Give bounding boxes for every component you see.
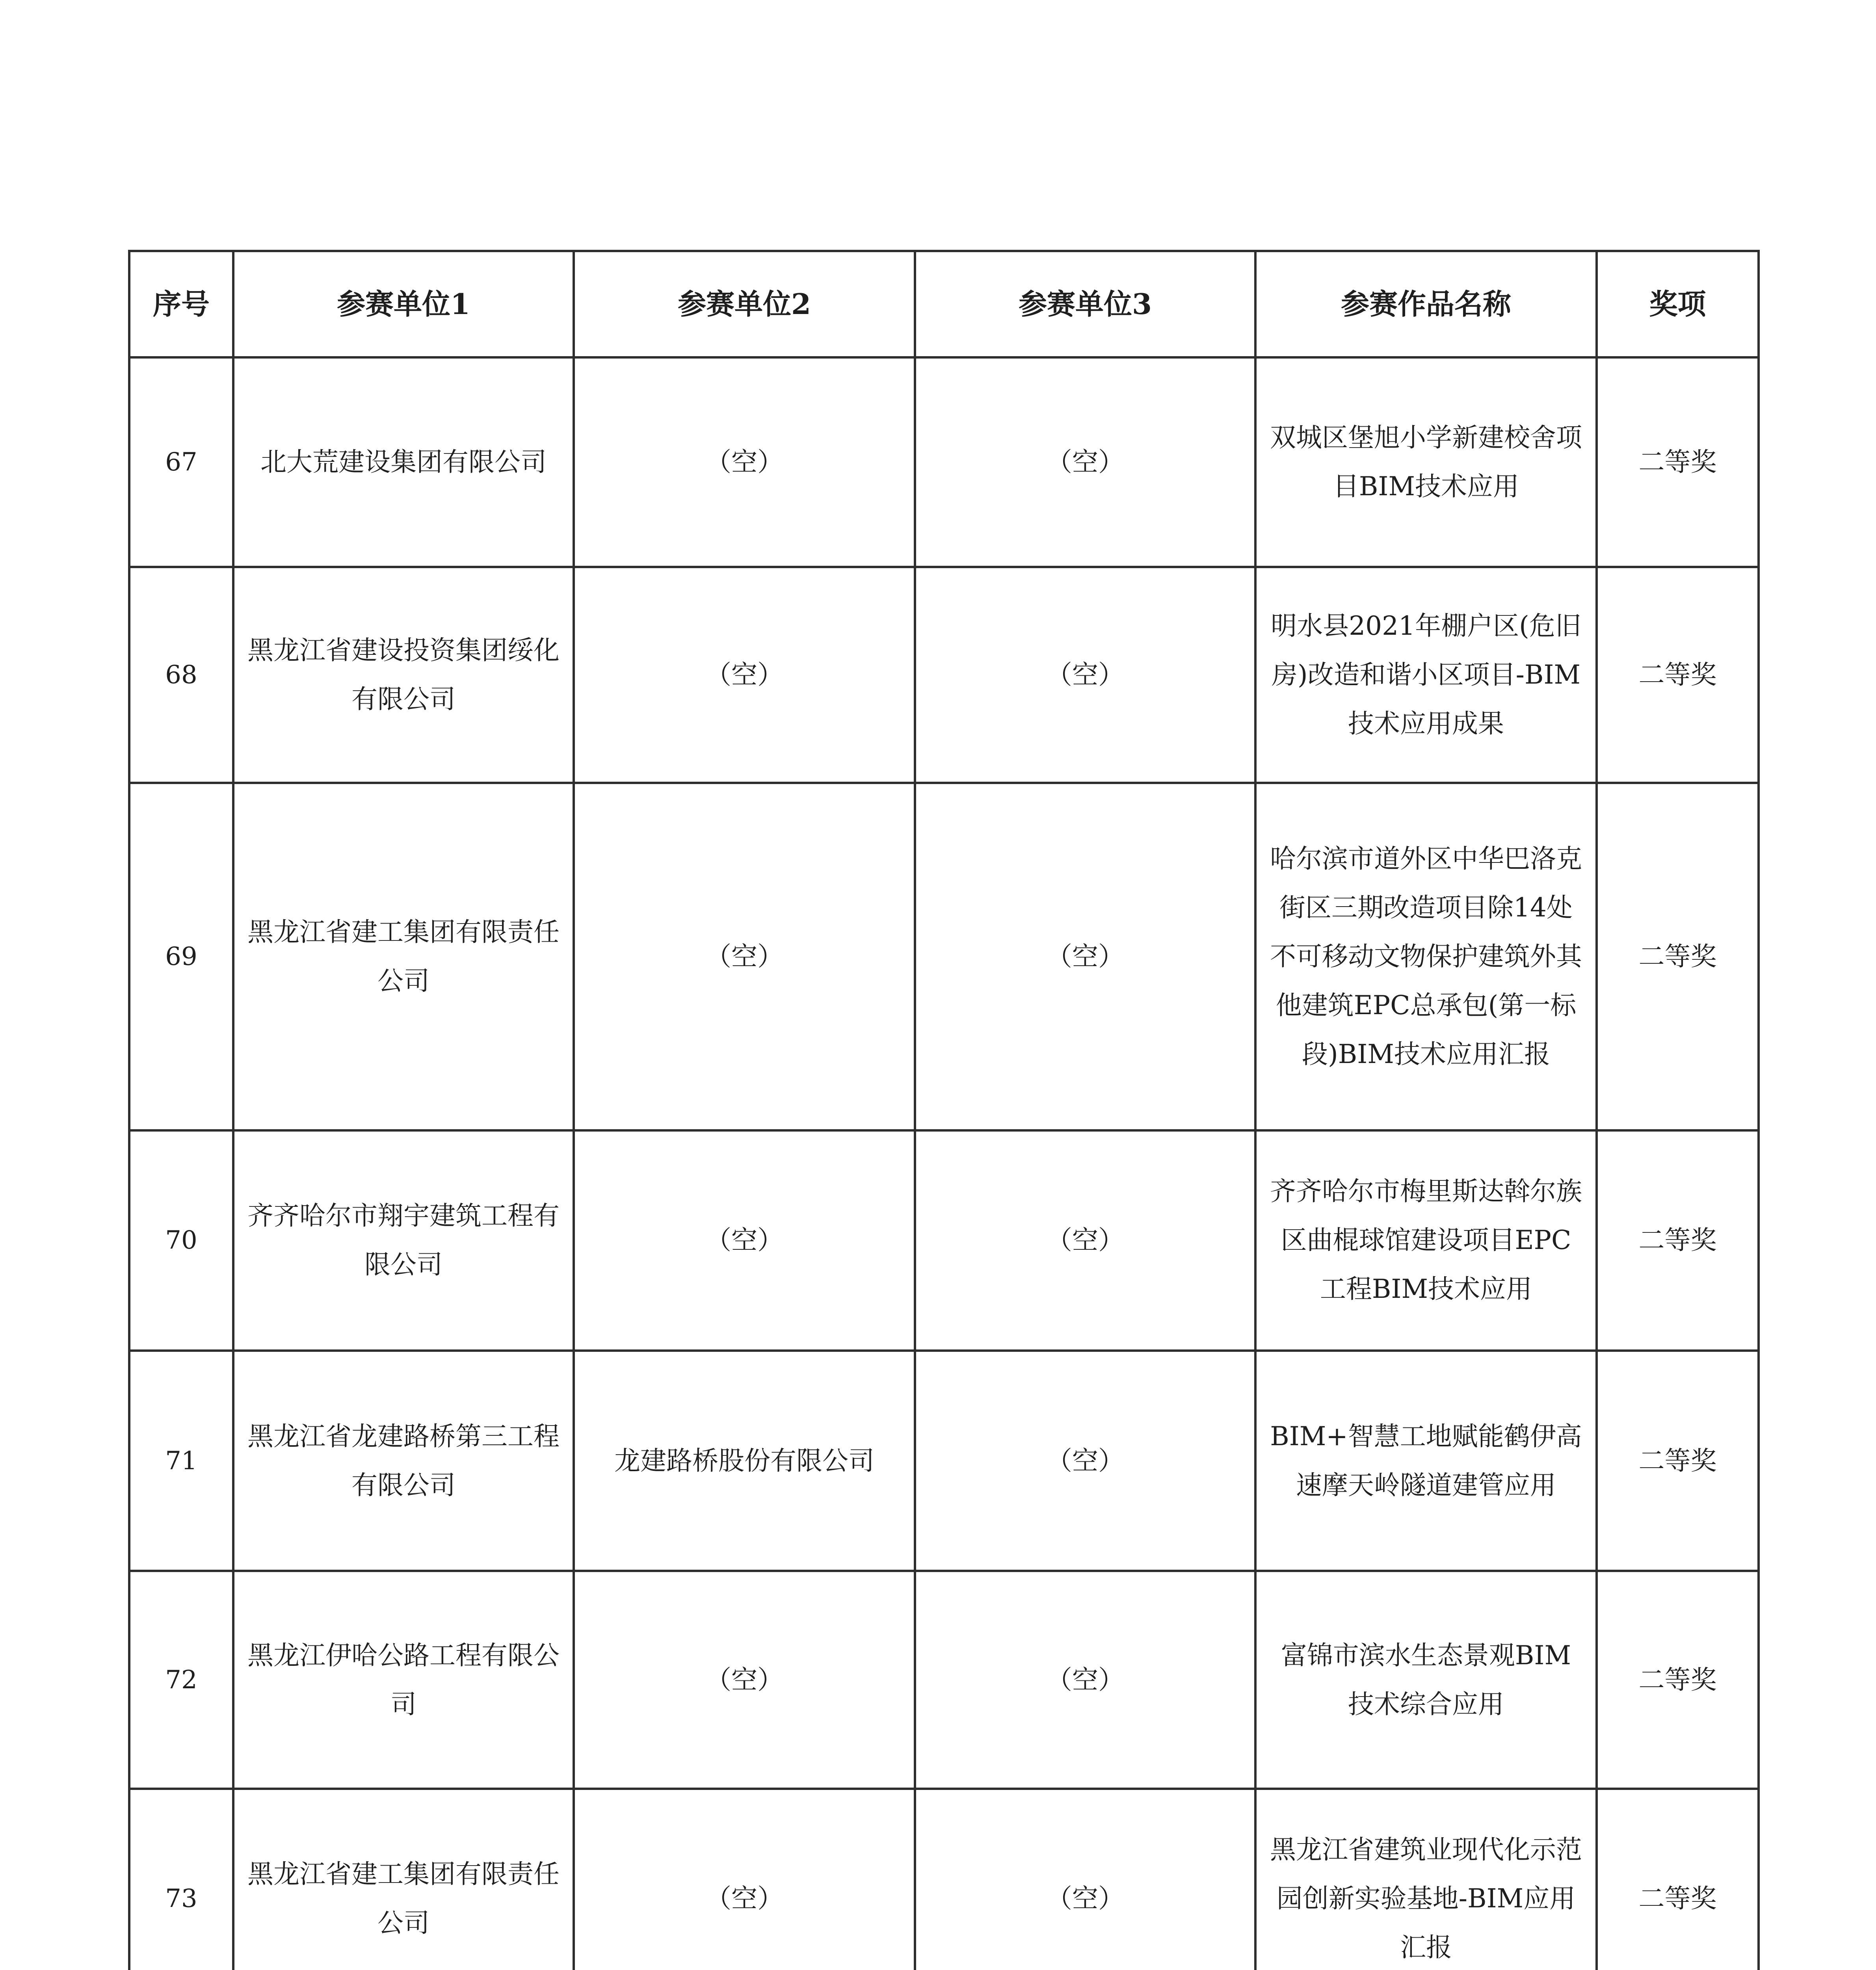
cell-unit1: 黑龙江省建工集团有限责任公司: [233, 1789, 574, 1970]
cell-work: 明水县2021年棚户区(危旧房)改造和谐小区项目-BIM技术应用成果: [1255, 567, 1597, 783]
cell-unit1: 齐齐哈尔市翔宇建筑工程有限公司: [233, 1130, 574, 1351]
header-unit3: 参赛单位3: [915, 251, 1255, 357]
cell-unit1: 黑龙江省建设投资集团绥化有限公司: [233, 567, 574, 783]
cell-award: 二等奖: [1597, 1130, 1759, 1351]
header-row: [129, 251, 1759, 357]
cell-unit2: （空）: [574, 1789, 915, 1970]
cell-seq: 72: [129, 1571, 233, 1788]
cell-award: 二等奖: [1597, 1789, 1759, 1970]
table-row: [129, 1130, 1759, 1351]
cell-unit2: （空）: [574, 1571, 915, 1788]
header-seq: 序号: [129, 251, 233, 357]
header-work: 参赛作品名称: [1255, 251, 1597, 357]
table-row: [129, 567, 1759, 783]
award-table: [128, 250, 1760, 1970]
cell-seq: 69: [129, 783, 233, 1130]
table-row: [129, 357, 1759, 567]
cell-seq: 67: [129, 357, 233, 567]
cell-unit2: （空）: [574, 1130, 915, 1351]
cell-work: 黑龙江省建筑业现代化示范园创新实验基地-BIM应用汇报: [1255, 1789, 1597, 1970]
table-row: [129, 1789, 1759, 1970]
cell-work: 哈尔滨市道外区中华巴洛克街区三期改造项目除14处不可移动文物保护建筑外其他建筑EPC总承包(第一标段)BIM技术应用汇报: [1255, 783, 1597, 1130]
cell-unit3: （空）: [915, 357, 1255, 567]
table-row: [129, 1351, 1759, 1571]
cell-unit1: 北大荒建设集团有限公司: [233, 357, 574, 567]
cell-award: 二等奖: [1597, 567, 1759, 783]
cell-work: 双城区堡旭小学新建校舍项目BIM技术应用: [1255, 357, 1597, 567]
cell-work: 齐齐哈尔市梅里斯达斡尔族区曲棍球馆建设项目EPC工程BIM技术应用: [1255, 1130, 1597, 1351]
cell-seq: 70: [129, 1130, 233, 1351]
cell-unit3: （空）: [915, 1789, 1255, 1970]
header-unit1: 参赛单位1: [233, 251, 574, 357]
cell-work: 富锦市滨水生态景观BIM技术综合应用: [1255, 1571, 1597, 1788]
cell-award: 二等奖: [1597, 357, 1759, 567]
cell-unit3: （空）: [915, 783, 1255, 1130]
cell-seq: 71: [129, 1351, 233, 1571]
table-row: [129, 783, 1759, 1130]
cell-award: 二等奖: [1597, 783, 1759, 1130]
cell-unit2: （空）: [574, 567, 915, 783]
cell-seq: 73: [129, 1789, 233, 1970]
cell-unit2: 龙建路桥股份有限公司: [574, 1351, 915, 1571]
header-unit2: 参赛单位2: [574, 251, 915, 357]
cell-unit3: （空）: [915, 1571, 1255, 1788]
cell-unit3: （空）: [915, 1351, 1255, 1571]
cell-unit3: （空）: [915, 1130, 1255, 1351]
header-award: 奖项: [1597, 251, 1759, 357]
cell-unit3: （空）: [915, 567, 1255, 783]
cell-award: 二等奖: [1597, 1351, 1759, 1571]
cell-unit2: （空）: [574, 357, 915, 567]
cell-work: BIM+智慧工地赋能鹤伊高速摩天岭隧道建管应用: [1255, 1351, 1597, 1571]
cell-unit1: 黑龙江省建工集团有限责任公司: [233, 783, 574, 1130]
cell-award: 二等奖: [1597, 1571, 1759, 1788]
cell-seq: 68: [129, 567, 233, 783]
table-row: [129, 1571, 1759, 1788]
cell-unit1: 黑龙江省龙建路桥第三工程有限公司: [233, 1351, 574, 1571]
cell-unit2: （空）: [574, 783, 915, 1130]
cell-unit1: 黑龙江伊哈公路工程有限公司: [233, 1571, 574, 1788]
